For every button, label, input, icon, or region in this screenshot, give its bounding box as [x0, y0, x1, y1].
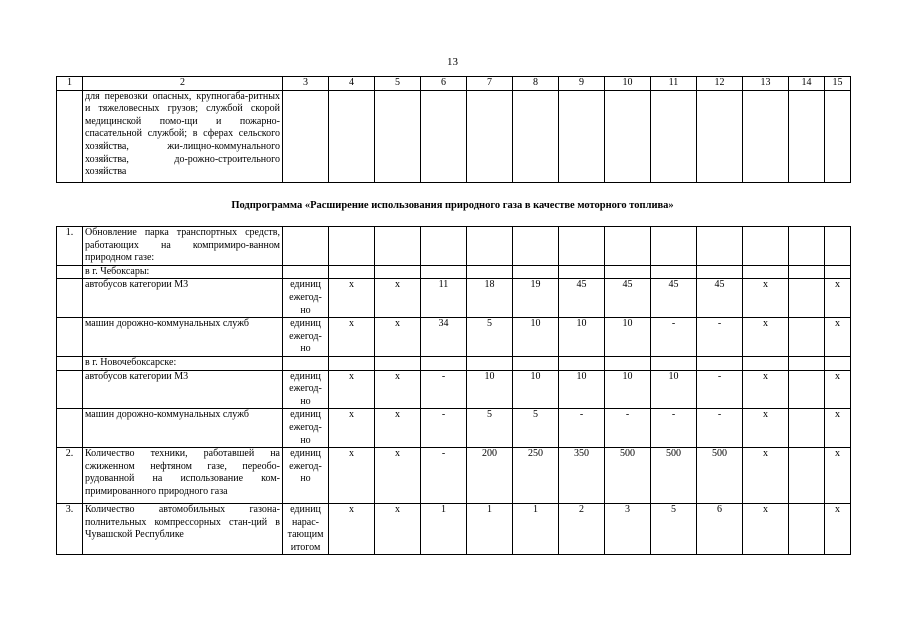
- row-number-cell: [57, 409, 83, 448]
- row-name-cell: Количество автомобильных газона-полнительных компрессорных стан-ций в Чувашской Республике: [83, 504, 283, 555]
- value-cell: [329, 265, 375, 279]
- value-cell: [605, 356, 651, 370]
- value-cell: 19: [513, 279, 559, 318]
- value-cell: х: [375, 504, 421, 555]
- header-cell: 10: [605, 77, 651, 91]
- value-cell: -: [697, 370, 743, 409]
- value-cell: [697, 356, 743, 370]
- row-number-cell: [57, 318, 83, 357]
- value-cell: 500: [605, 448, 651, 504]
- value-cell: 10: [605, 370, 651, 409]
- value-cell: [789, 504, 825, 555]
- table-row: [57, 370, 851, 409]
- value-cell: [743, 356, 789, 370]
- value-cell: [375, 227, 421, 266]
- data-cell: [825, 90, 851, 182]
- value-cell: [743, 227, 789, 266]
- value-cell: 1: [421, 504, 467, 555]
- value-cell: [467, 227, 513, 266]
- table-row: [57, 279, 851, 318]
- value-cell: -: [651, 409, 697, 448]
- row-name-cell: в г. Новочебоксарске:: [83, 356, 283, 370]
- data-cell: [329, 90, 375, 182]
- value-cell: х: [329, 370, 375, 409]
- table-row: [57, 504, 851, 555]
- value-cell: [467, 265, 513, 279]
- value-cell: -: [651, 318, 697, 357]
- value-cell: -: [421, 370, 467, 409]
- value-cell: [651, 227, 697, 266]
- value-cell: 10: [513, 318, 559, 357]
- value-cell: [789, 409, 825, 448]
- value-cell: х: [825, 370, 851, 409]
- value-cell: х: [329, 448, 375, 504]
- value-cell: 500: [651, 448, 697, 504]
- value-cell: 10: [651, 370, 697, 409]
- value-cell: 18: [467, 279, 513, 318]
- value-cell: х: [825, 318, 851, 357]
- value-cell: [789, 448, 825, 504]
- header-cell: 9: [559, 77, 605, 91]
- value-cell: [651, 356, 697, 370]
- value-cell: -: [559, 409, 605, 448]
- value-cell: х: [743, 409, 789, 448]
- row-number-cell: [57, 356, 83, 370]
- value-cell: -: [697, 318, 743, 357]
- value-cell: 45: [651, 279, 697, 318]
- value-cell: х: [743, 370, 789, 409]
- value-cell: х: [329, 409, 375, 448]
- row-number-cell: 1.: [57, 227, 83, 266]
- header-cell: 7: [467, 77, 513, 91]
- value-cell: [789, 370, 825, 409]
- row-name-cell: в г. Чебоксары:: [83, 265, 283, 279]
- value-cell: -: [697, 409, 743, 448]
- header-cell: 5: [375, 77, 421, 91]
- value-cell: х: [825, 409, 851, 448]
- value-cell: [789, 227, 825, 266]
- table-row: [57, 227, 851, 266]
- table-row: [57, 409, 851, 448]
- unit-cell: единиц ежегод-но: [283, 370, 329, 409]
- value-cell: [329, 356, 375, 370]
- header-row: [57, 77, 851, 91]
- value-cell: [421, 265, 467, 279]
- value-cell: [513, 356, 559, 370]
- value-cell: [421, 227, 467, 266]
- value-cell: 6: [697, 504, 743, 555]
- value-cell: [651, 265, 697, 279]
- value-cell: 45: [605, 279, 651, 318]
- unit-cell: единиц ежегод-но: [283, 448, 329, 504]
- header-cell: 12: [697, 77, 743, 91]
- header-cell: 15: [825, 77, 851, 91]
- data-cell: [375, 90, 421, 182]
- value-cell: [697, 265, 743, 279]
- row-name-cell: автобусов категории М3: [83, 370, 283, 409]
- value-cell: х: [743, 279, 789, 318]
- value-cell: 5: [651, 504, 697, 555]
- header-cell: 1: [57, 77, 83, 91]
- value-cell: 5: [467, 409, 513, 448]
- row-number-cell: [57, 279, 83, 318]
- value-cell: [375, 356, 421, 370]
- value-cell: 5: [467, 318, 513, 357]
- value-cell: 10: [559, 318, 605, 357]
- unit-cell: единиц ежегод-но: [283, 279, 329, 318]
- value-cell: [825, 265, 851, 279]
- header-cell: 2: [83, 77, 283, 91]
- value-cell: х: [329, 504, 375, 555]
- unit-cell: [283, 227, 329, 266]
- value-cell: х: [375, 279, 421, 318]
- value-cell: [697, 227, 743, 266]
- data-cell: [605, 90, 651, 182]
- data-cell: [697, 90, 743, 182]
- value-cell: [375, 265, 421, 279]
- table-row: [57, 356, 851, 370]
- data-cell: [743, 90, 789, 182]
- value-cell: [743, 265, 789, 279]
- value-cell: х: [743, 448, 789, 504]
- value-cell: 5: [513, 409, 559, 448]
- row-name-cell: машин дорожно-коммунальных служб: [83, 318, 283, 357]
- value-cell: х: [375, 448, 421, 504]
- header-cell: 14: [789, 77, 825, 91]
- value-cell: 45: [697, 279, 743, 318]
- data-cell: [789, 90, 825, 182]
- row-name-cell: машин дорожно-коммунальных служб: [83, 409, 283, 448]
- value-cell: [559, 227, 605, 266]
- subprogram-table: [56, 226, 851, 555]
- data-cell: [651, 90, 697, 182]
- row-name-cell: Обновление парка транспортных средств, работающих на компримиро-ванном природном газе:: [83, 227, 283, 266]
- value-cell: [559, 356, 605, 370]
- data-cell: [559, 90, 605, 182]
- value-cell: 10: [513, 370, 559, 409]
- table-row: [57, 90, 851, 182]
- value-cell: 11: [421, 279, 467, 318]
- value-cell: 34: [421, 318, 467, 357]
- header-cell: 3: [283, 77, 329, 91]
- data-cell: [283, 90, 329, 182]
- page-number: 13: [447, 56, 458, 68]
- value-cell: х: [743, 504, 789, 555]
- continuation-table: [56, 76, 851, 183]
- value-cell: 10: [605, 318, 651, 357]
- value-cell: [605, 265, 651, 279]
- table-row: [57, 265, 851, 279]
- value-cell: х: [743, 318, 789, 357]
- row-number-cell: 3.: [57, 504, 83, 555]
- value-cell: [329, 227, 375, 266]
- value-cell: 500: [697, 448, 743, 504]
- value-cell: 1: [513, 504, 559, 555]
- unit-cell: [283, 356, 329, 370]
- value-cell: [513, 227, 559, 266]
- value-cell: х: [329, 279, 375, 318]
- value-cell: 3: [605, 504, 651, 555]
- unit-cell: [283, 265, 329, 279]
- unit-cell: единиц нарас-тающим итогом: [283, 504, 329, 555]
- value-cell: [825, 227, 851, 266]
- value-cell: 250: [513, 448, 559, 504]
- header-cell: 4: [329, 77, 375, 91]
- value-cell: [825, 356, 851, 370]
- value-cell: 2: [559, 504, 605, 555]
- value-cell: -: [421, 448, 467, 504]
- row-number-cell: [57, 90, 83, 182]
- value-cell: [789, 356, 825, 370]
- value-cell: 350: [559, 448, 605, 504]
- value-cell: [559, 265, 605, 279]
- value-cell: -: [421, 409, 467, 448]
- value-cell: х: [825, 448, 851, 504]
- value-cell: 1: [467, 504, 513, 555]
- row-number-cell: [57, 265, 83, 279]
- unit-cell: единиц ежегод-но: [283, 318, 329, 357]
- row-name-cell: Количество техники, работавшей на сжиженном нефтяном газе, переобо-рудованной на использование ком-примированного природного газа: [83, 448, 283, 504]
- value-cell: [421, 356, 467, 370]
- header-cell: 11: [651, 77, 697, 91]
- value-cell: 10: [467, 370, 513, 409]
- value-cell: х: [825, 504, 851, 555]
- value-cell: х: [329, 318, 375, 357]
- header-cell: 13: [743, 77, 789, 91]
- value-cell: [789, 318, 825, 357]
- value-cell: 10: [559, 370, 605, 409]
- value-cell: [467, 356, 513, 370]
- data-cell: [513, 90, 559, 182]
- value-cell: [789, 279, 825, 318]
- subprogram-title: Подпрограмма «Расширение использования природного газа в качестве моторного топлива»: [231, 200, 674, 211]
- header-cell: 8: [513, 77, 559, 91]
- value-cell: х: [825, 279, 851, 318]
- data-cell: [467, 90, 513, 182]
- data-cell: [421, 90, 467, 182]
- table-row: [57, 448, 851, 504]
- value-cell: -: [605, 409, 651, 448]
- header-cell: 6: [421, 77, 467, 91]
- row-name-cell: автобусов категории М3: [83, 279, 283, 318]
- value-cell: 45: [559, 279, 605, 318]
- row-number-cell: [57, 370, 83, 409]
- value-cell: х: [375, 318, 421, 357]
- value-cell: х: [375, 409, 421, 448]
- unit-cell: единиц ежегод-но: [283, 409, 329, 448]
- value-cell: [789, 265, 825, 279]
- row-name-cell: для перевозки опасных, крупногаба-ритных и тяжеловесных грузов; службой скорой медицинской помо-щи и пожарно-спасательной службой; в сферах сельского хозяйства, жи-лищно-коммунального хозяйства, до-рожно-строительного хозяйства: [83, 90, 283, 182]
- row-number-cell: 2.: [57, 448, 83, 504]
- value-cell: 200: [467, 448, 513, 504]
- table-row: [57, 318, 851, 357]
- value-cell: х: [375, 370, 421, 409]
- value-cell: [513, 265, 559, 279]
- value-cell: [605, 227, 651, 266]
